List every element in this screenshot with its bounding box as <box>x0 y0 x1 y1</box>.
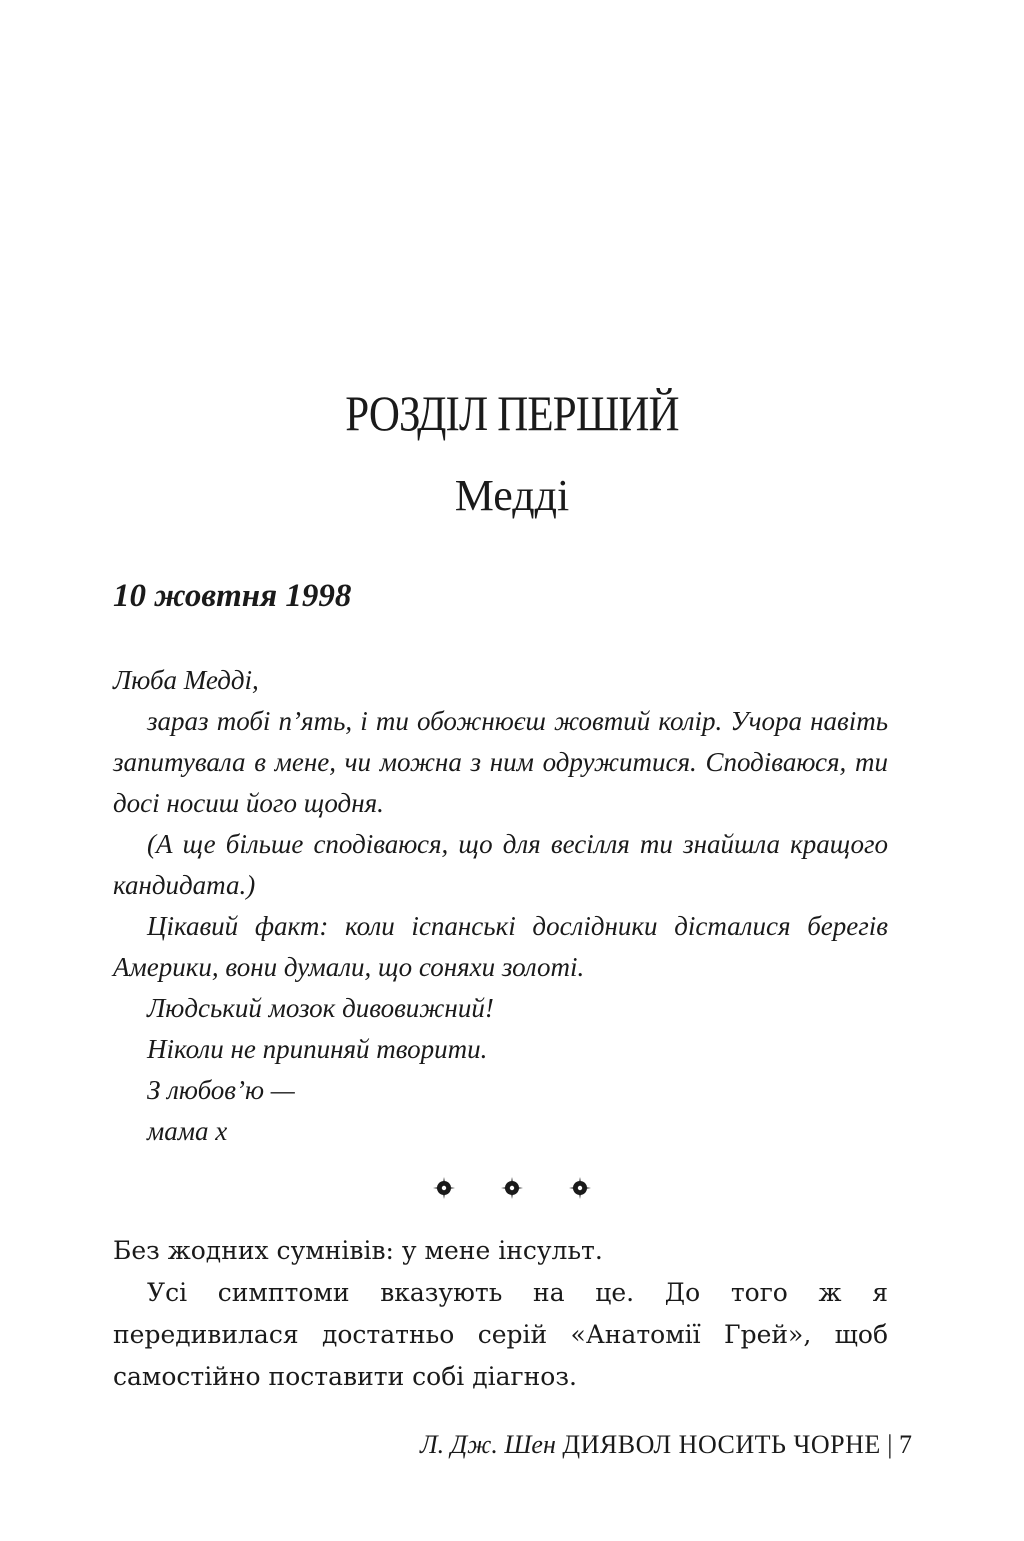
chapter-subtitle: Медді <box>454 471 570 520</box>
letter-paragraph: Цікавий факт: коли іспанські дослідники дісталися берегів Америки, вони думали, що соняхи золоті. <box>113 911 888 982</box>
footer-author: Л. Дж. Шен <box>419 1430 556 1459</box>
body-paragraph: Усі симптоми вказують на це. До того ж я передивилася достатньо серій «Анатомії Грей», щоб самостійно поставити собі діагноз. <box>113 1278 888 1391</box>
letter-paragraph: зараз тобі п’ять, і ти обожнюєш жовтий колір. Учора навіть запитувала в мене, чи можна з ним одружитися. Сподіваюся, ти досі носиш його щодня. <box>113 706 888 818</box>
ornament-icon <box>500 1176 524 1200</box>
section-separator <box>0 1176 1024 1205</box>
letter-paragraph: (А ще більше сподіваюся, що для весілля ти знайшла кращого кандидата.) <box>113 829 888 900</box>
letter-paragraph: Ніколи не припиняй творити. <box>147 1034 488 1064</box>
footer-book-title: ДИЯВОЛ НОСИТЬ ЧОРНЕ <box>562 1430 881 1459</box>
letter-salutation: Люба Медді, <box>113 665 259 695</box>
body-text <box>113 1230 888 1398</box>
letter-paragraph: Людський мозок дивовижний! <box>147 993 494 1023</box>
page-number: 7 <box>899 1430 912 1459</box>
letter <box>113 660 888 1152</box>
ornament-icon <box>432 1176 456 1200</box>
footer-separator: | <box>887 1430 893 1459</box>
page-footer <box>420 1432 912 1458</box>
body-paragraph: Без жодних сумнівів: у мене інсульт. <box>113 1236 603 1265</box>
letter-signature: мама х <box>147 1116 228 1146</box>
letter-date: 10 жовтня 1998 <box>113 578 352 614</box>
letter-closing: З любов’ю — <box>147 1075 295 1105</box>
chapter-title: РОЗДІЛ ПЕРШИЙ <box>345 385 679 441</box>
ornament-icon <box>568 1176 592 1200</box>
